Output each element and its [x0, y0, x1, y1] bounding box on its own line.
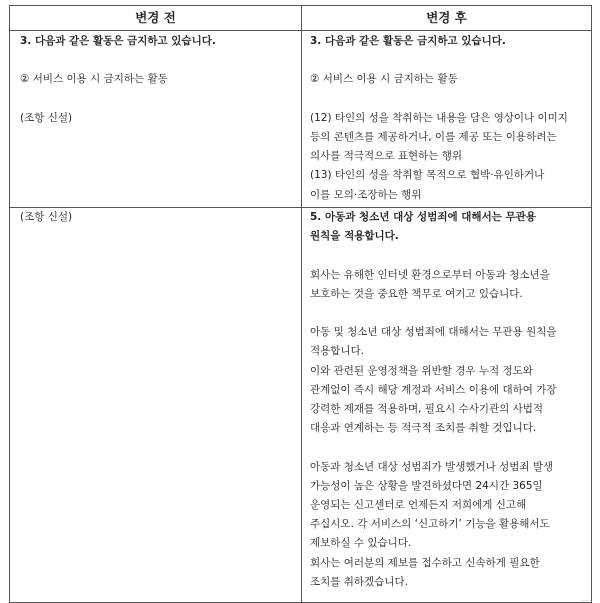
- row1-before-line: 3. 다음과 같은 활동은 금지하고 있습니다.: [20, 35, 216, 47]
- row2-after-line: 가능성이 높은 상황을 발견하셨다면 24시간 365일: [310, 479, 543, 492]
- row2-after-line: 회사는 여러분의 제보를 접수하고 신속하게 필요한: [310, 556, 540, 569]
- row1-after-line: 등의 콘텐츠를 제공하거나, 이를 제공 또는 이용하려는: [310, 130, 557, 143]
- header-divider: [10, 30, 591, 31]
- row2-after-line: 관계없이 즉시 해당 계정과 서비스 이용에 대하여 가장: [310, 383, 557, 396]
- row1-before-cell: [20, 32, 290, 128]
- header-after: 변경 후: [426, 10, 467, 25]
- row2-before-line: (조항 신설): [20, 211, 73, 223]
- row2-after-line: 제보하실 수 있습니다.: [310, 537, 412, 550]
- row1-before-line: ② 서비스 이용 시 금지하는 활동: [20, 73, 168, 86]
- row1-after-line: 3. 다음과 같은 활동은 금지하고 있습니다.: [310, 35, 506, 47]
- row2-after-line: 아동 및 청소년 대상 성범죄에 대해서는 무관용 원칙을: [310, 326, 557, 339]
- row1-before-line: [20, 90, 290, 109]
- row1-after-line: [310, 51, 586, 70]
- row2-after-line: 아동과 청소년 대상 성범죄가 발생했거나 성범죄 발생: [310, 460, 554, 473]
- column-divider: [301, 6, 302, 602]
- header-before: 변경 전: [135, 10, 176, 25]
- row1-after-line: 의사를 적극적으로 표현하는 행위: [310, 150, 463, 163]
- row2-after-line: 조치를 취하겠습니다.: [310, 575, 408, 588]
- row2-after-line: 이와 관련된 운영정책을 위반할 경우 누적 정도와: [310, 364, 533, 377]
- row2-before-cell: [20, 208, 290, 227]
- row2-after-line: 회사는 유해한 인터넷 환경으로부터 아동과 청소년을: [310, 268, 550, 281]
- row2-after-line: 5. 아동과 청소년 대상 성범죄에 대해서는 무관용: [310, 211, 536, 223]
- row1-after-line: 이를 모의·조장하는 행위: [310, 188, 422, 201]
- row1-after-cell: [310, 32, 586, 205]
- footer-mark: .....: [580, 596, 590, 603]
- row2-after-line: 원칙을 적용합니다.: [310, 230, 399, 243]
- row1-after-line: (12) 타인의 성을 착취하는 내용을 담은 영상이나 이미지: [310, 111, 568, 124]
- row2-after-line: [310, 438, 586, 457]
- row2-after-line: [310, 246, 586, 265]
- row2-after-line: 운영되는 신고센터로 언제든지 저희에게 신고해: [310, 499, 527, 511]
- row2-after-line: 대응과 연계하는 등 적극적 조치를 취할 것입니다.: [310, 422, 537, 435]
- comparison-table: [9, 5, 592, 603]
- row2-after-line: [310, 304, 586, 323]
- row2-after-line: 강력한 제재를 적용하며, 필요시 수사기관의 사법적: [310, 403, 544, 415]
- row2-after-line: 주십시오. 각 서비스의 ‘신고하기’ 기능을 활용해서도: [310, 518, 550, 531]
- row2-after-cell: [310, 208, 586, 592]
- row2-after-line: 보호하는 것을 중요한 책무로 여기고 있습니다.: [310, 287, 523, 300]
- row1-before-line: [20, 51, 290, 70]
- row1-after-line: [310, 90, 586, 109]
- row2-after-line: 적용합니다.: [310, 345, 365, 358]
- row1-before-line: (조항 신설): [20, 111, 73, 124]
- row1-after-line: ② 서비스 이용 시 금지하는 활동: [310, 73, 458, 86]
- row1-after-line: (13) 타인의 성을 착취할 목적으로 협박·유인하거나: [310, 169, 545, 182]
